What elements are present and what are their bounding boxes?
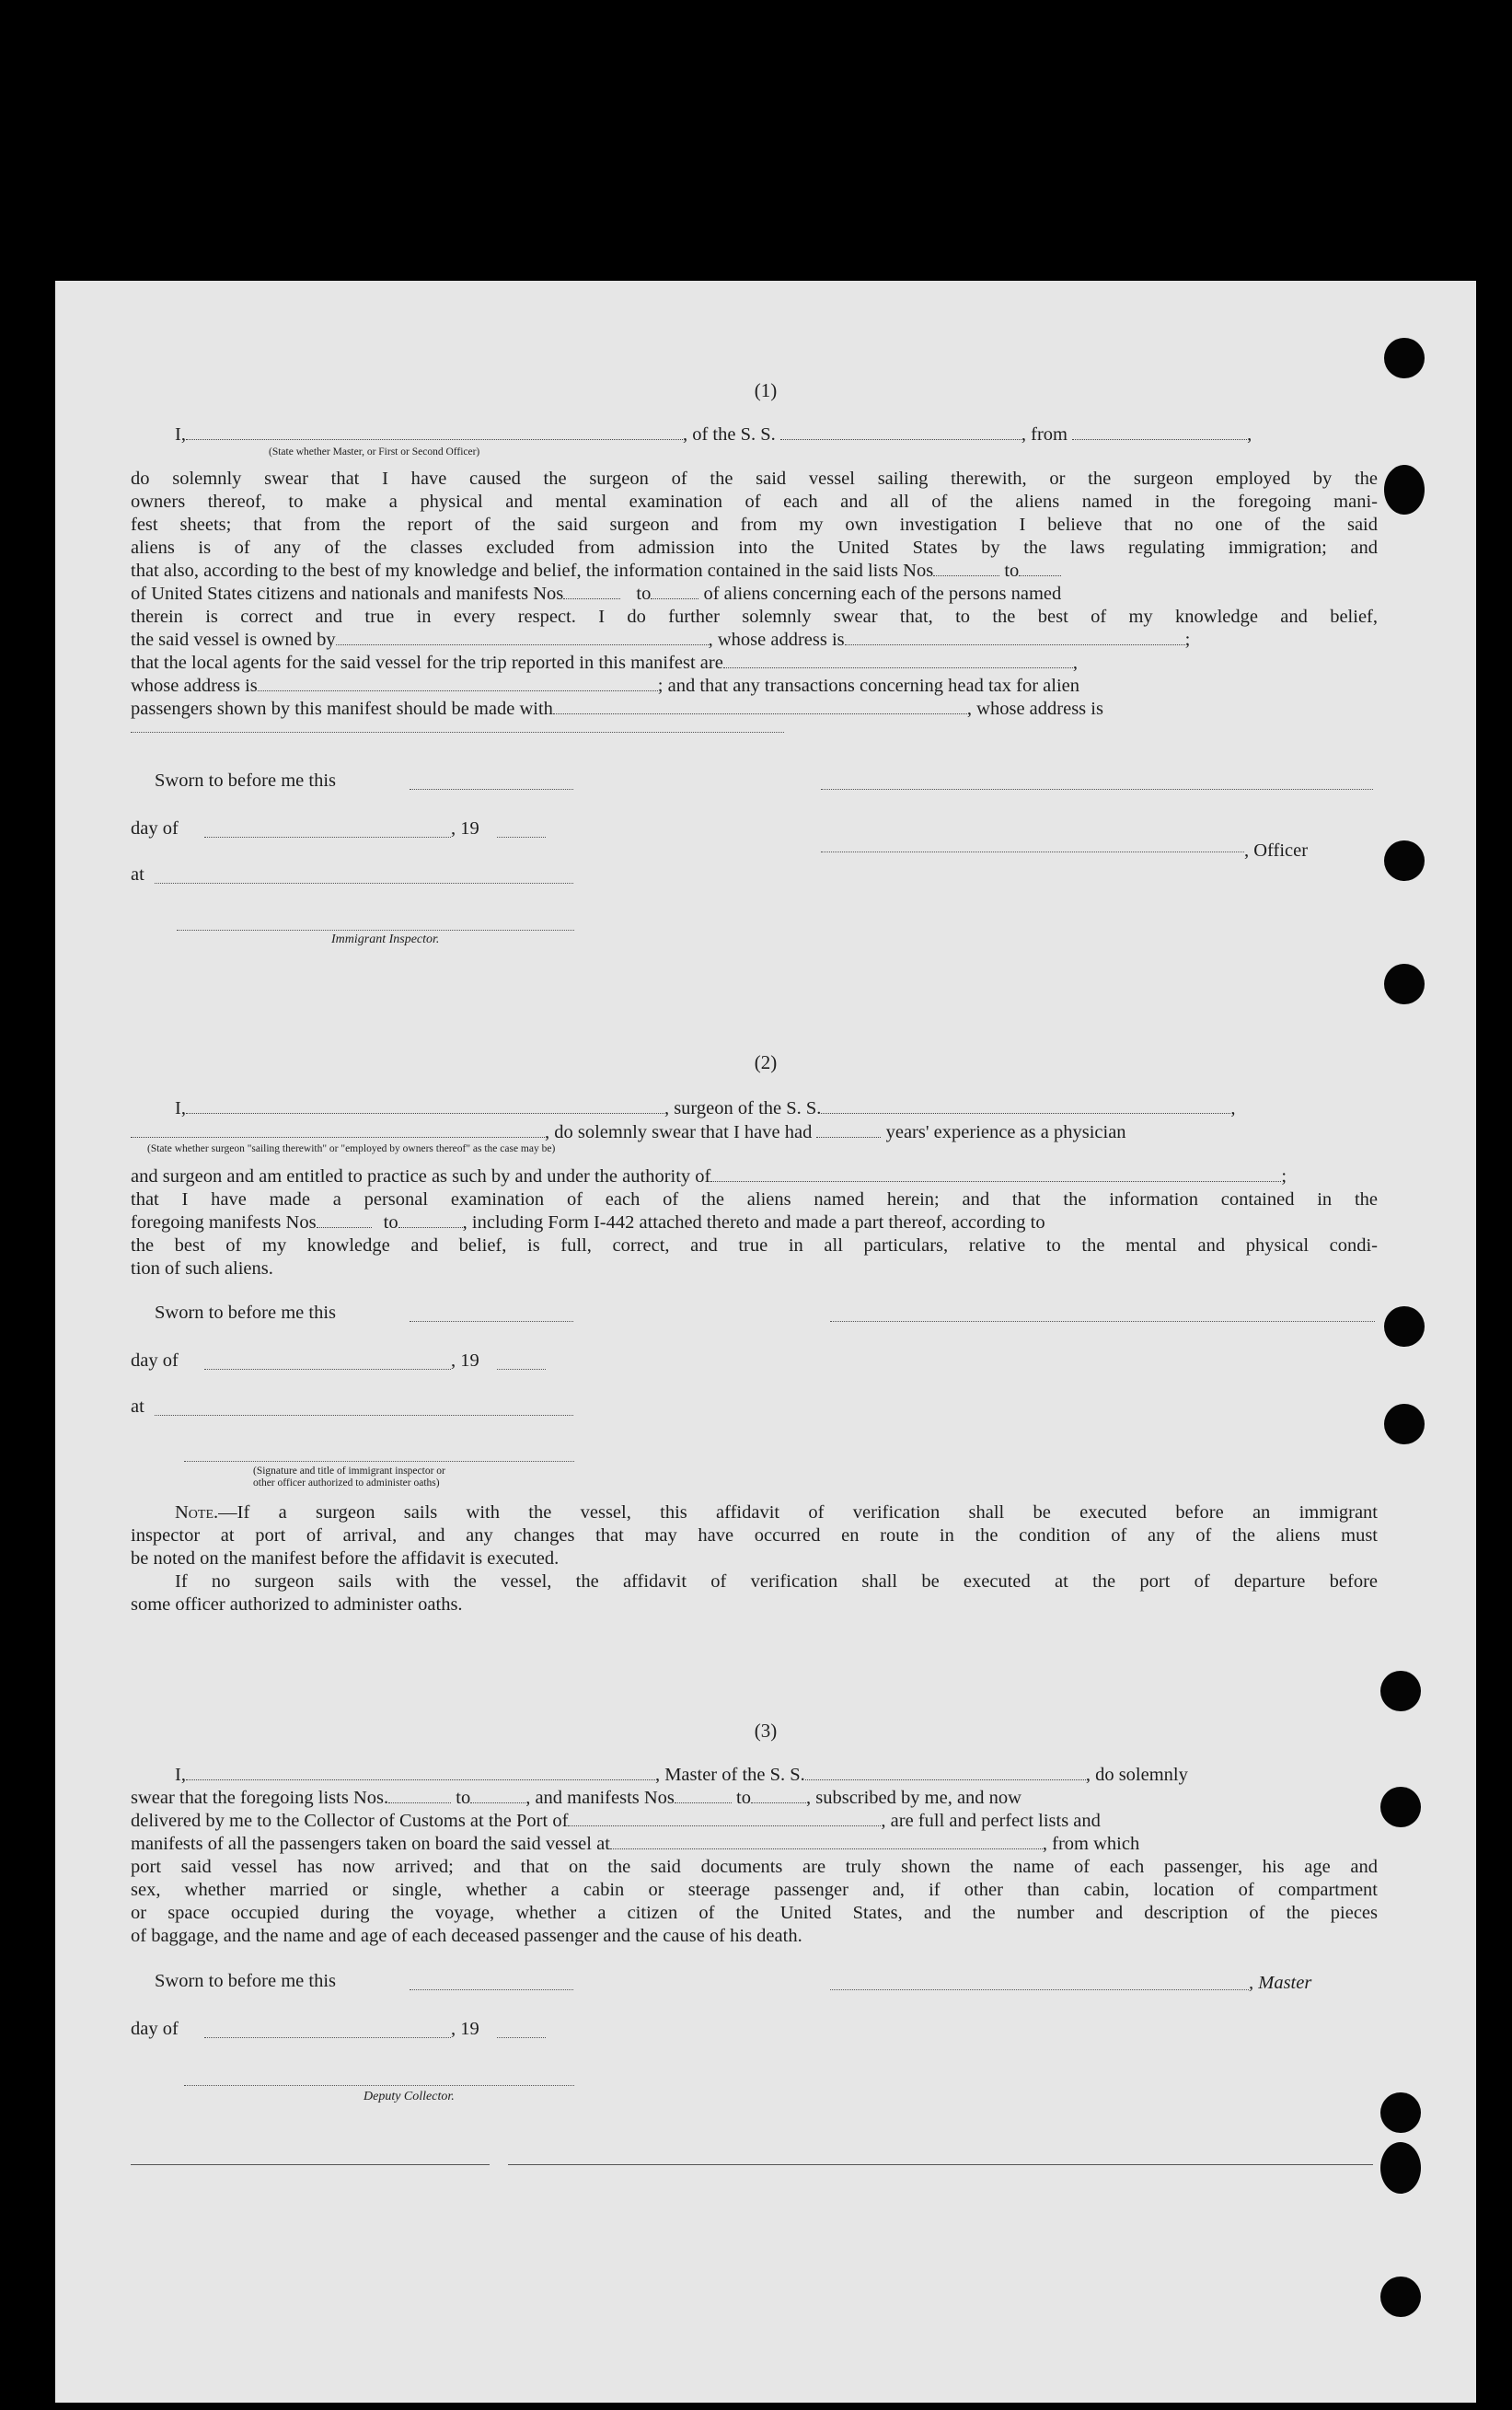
section-1-line-1: I, , of the S. S. , from , (175, 424, 1252, 445)
section-1-sworn-line (410, 789, 573, 790)
section-1-line-11: whose address is ; and that any transactions concerning head tax for alien (131, 676, 1080, 696)
section-1-line-2: do solemnly swear that I have caused the surgeon of the said vessel sailing therewith, or the surgeon employed by the (131, 469, 1378, 489)
section-1-line-12: passengers shown by this manifest should be made with , whose address is (131, 699, 1103, 719)
form-page (55, 281, 1476, 2403)
section-1-day-line (204, 837, 451, 838)
section-2-note-line-1: Note.—If a surgeon sails with the vessel, this affidavit of verification shall be executed before an immigrant (175, 1502, 1378, 1523)
section-2-at-line (155, 1415, 573, 1416)
punch-hole-icon (1380, 1671, 1421, 1711)
section-3-line-7: or space occupied during the voyage, whether a citizen of the United States, and the number and description of the pieces (131, 1903, 1378, 1923)
section-3-day-line (204, 2037, 451, 2038)
section-3-deputy-caption: Deputy Collector. (364, 2090, 455, 2103)
section-2-inspector-caption-1: (Signature and title of immigrant inspector or (253, 1466, 445, 1477)
punch-hole-icon (1384, 1306, 1425, 1347)
section-1-at-line (155, 883, 573, 884)
section-3-master-signature-line (830, 1989, 1249, 1990)
section-2-inspector-caption-2: other officer authorized to administer oaths) (253, 1477, 440, 1489)
section-2-line-7: tion of such aliens. (131, 1258, 273, 1279)
section-3-line-8: of baggage, and the name and age of each deceased passenger and the cause of his death. (131, 1926, 802, 1946)
punch-hole-icon (1380, 2092, 1421, 2133)
section-2-line-6: the best of my knowledge and belief, is full, correct, and true in all particulars, relative to the mental and physical condi- (131, 1235, 1378, 1256)
section-1-line-8: therein is correct and true in every respect. I do further solemnly swear that, to the best of my knowledge and belief, (131, 607, 1378, 627)
punch-hole-icon (1384, 338, 1425, 378)
section-2-year-label: , 19 (451, 1350, 479, 1371)
section-1-line-10: that the local agents for the said vessel for the trip reported in this manifest are , (131, 653, 1078, 673)
section-2-note-line-5: some officer authorized to administer oaths. (131, 1594, 463, 1615)
section-3-year-line (497, 2037, 546, 2038)
section-2-sworn-label: Sworn to before me this (155, 1303, 336, 1323)
section-2-inspector-line (184, 1461, 574, 1462)
section-2-number: (2) (754, 1051, 778, 1073)
section-3-line-5: port said vessel has now arrived; and that on the said documents are truly shown the name of each passenger, his age and (131, 1857, 1378, 1877)
section-2-line-2: , do solemnly swear that I have had years' experience as a physician (131, 1121, 1378, 1144)
section-1-officer-signature-line (821, 789, 1373, 790)
punch-hole-icon (1380, 1787, 1421, 1827)
punch-hole-icon (1384, 840, 1425, 881)
section-2-note-line-4: If no surgeon sails with the vessel, the affidavit of verification shall be executed at the port of departure before (175, 1571, 1378, 1592)
section-3-line-1: I, , Master of the S. S. , do solemnly (175, 1765, 1188, 1785)
section-1-officer-label: , Officer (1244, 840, 1309, 861)
section-1-line-6: that also, according to the best of my knowledge and belief, the information contained in the said lists Nos to (131, 560, 1378, 583)
section-1-inspector-line (177, 930, 574, 931)
section-2-note-line-3: be noted on the manifest before the affidavit is executed. (131, 1548, 560, 1569)
punch-hole-icon (1380, 2277, 1421, 2317)
section-1-line-7: of United States citizens and nationals and manifests Nos to of aliens concerning each of the persons named (131, 584, 1062, 604)
punch-hole-icon (1384, 1404, 1425, 1444)
section-2-note-line-2: inspector at port of arrival, and any changes that may have occurred en route in the condition of any of the aliens must (131, 1525, 1378, 1546)
section-3-day-of-label: day of (131, 2019, 179, 2039)
punch-hole-icon (1384, 964, 1425, 1004)
punch-hole-icon (1384, 465, 1425, 515)
section-2-year-line (497, 1369, 546, 1370)
section-3-line-3: delivered by me to the Collector of Customs at the Port of , are full and perfect lists and (131, 1811, 1101, 1831)
section-2-sworn-line (410, 1321, 573, 1322)
section-2-at-label: at (131, 1396, 144, 1417)
section-1-line-4: fest sheets; that from the report of the said surgeon and from my own investigation I believe that no one of the said (131, 515, 1378, 535)
section-3-line-6: sex, whether married or single, whether a cabin or steerage passenger and, if other than cabin, location of compartment (131, 1880, 1378, 1900)
section-1-year-line (497, 837, 546, 838)
section-1-year-label: , 19 (451, 818, 479, 839)
section-1-officer-caption: (State whether Master, or First or Second Officer) (269, 446, 480, 458)
section-3-number: (3) (754, 1720, 778, 1742)
section-1-day-of-label: day of (131, 818, 179, 839)
punch-hole-icon (1380, 2142, 1421, 2194)
section-3-year-label: , 19 (451, 2019, 479, 2039)
section-2-day-of-label: day of (131, 1350, 179, 1371)
bottom-rule-left (131, 2164, 490, 2165)
bottom-rule-right (508, 2164, 1373, 2165)
section-3-sworn-label: Sworn to before me this (155, 1971, 336, 1991)
section-1-sworn-label: Sworn to before me this (155, 771, 336, 791)
section-1-inspector-caption: Immigrant Inspector. (331, 933, 440, 946)
section-3-sworn-line (410, 1989, 573, 1990)
section-1-address-line (131, 732, 784, 733)
section-1-number: (1) (754, 379, 778, 401)
section-3-deputy-line (184, 2085, 574, 2086)
section-3-master-label: , Master (1249, 1973, 1312, 1993)
section-2-line-1: I, , surgeon of the S. S. , (175, 1098, 1236, 1118)
section-1-line-5: aliens is of any of the classes excluded from admission into the United States by the laws regulating immigration; and (131, 538, 1378, 558)
section-1-line-3: owners thereof, to make a physical and mental examination of each and all of the aliens named in the foregoing mani- (131, 492, 1378, 512)
section-1-line-9: the said vessel is owned by , whose address is ; (131, 630, 1191, 650)
section-3-line-4: manifests of all the passengers taken on board the said vessel at , from which (131, 1834, 1140, 1854)
section-2-line-5: foregoing manifests Nos to , including Form I-442 attached thereto and made a part thereof, according to (131, 1212, 1045, 1233)
section-2-line-4: that I have made a personal examination of each of the aliens named herein; and that the information contained in the (131, 1189, 1378, 1210)
section-1-at-label: at (131, 864, 144, 885)
section-2-surgeon-signature-line (830, 1321, 1375, 1322)
section-2-line-3: and surgeon and am entitled to practice as such by and under the authority of ; (131, 1166, 1287, 1187)
section-2-surgeon-caption: (State whether surgeon "sailing therewith" or "employed by owners thereof" as the case may be) (147, 1143, 556, 1154)
section-3-line-2: swear that the foregoing lists Nos. to , and manifests Nos to , subscribed by me, and now (131, 1788, 1021, 1808)
section-2-day-line (204, 1369, 451, 1370)
